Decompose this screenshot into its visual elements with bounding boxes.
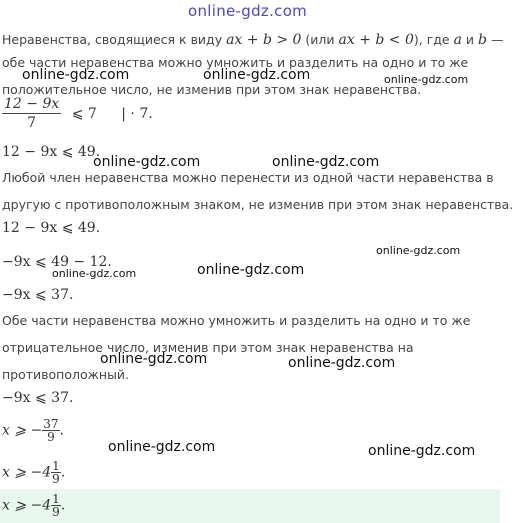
watermark: online-gdz.com — [197, 262, 305, 278]
answer-highlight — [0, 489, 500, 523]
paragraph-rule1-line1: обе части неравенства можно умножить и разделить на одно и то же — [2, 55, 469, 70]
fraction-1-9 — [51, 460, 61, 485]
watermark: online-gdz.com — [203, 67, 311, 83]
paragraph-rule3-line1: Обе части неравенства можно умножить и разделить на одно и то же — [2, 313, 471, 328]
line8-lhs: x ⩾ −4 — [2, 464, 52, 481]
var-a: a — [453, 32, 462, 48]
watermark: online-gdz.com — [288, 355, 396, 371]
paragraph-rule2-line1: Любой член неравенства можно перенести из одной части неравенства в — [2, 170, 494, 185]
fraction-denominator: 7 — [27, 115, 37, 131]
fraction-numerator: 1 — [52, 492, 60, 506]
paragraph-rule1-line2: положительное число, не изменив при этом знак неравенства. — [2, 82, 422, 97]
watermark: online-gdz.com — [368, 443, 476, 459]
header-watermark: online-gdz.com — [188, 2, 308, 20]
watermark: online-gdz.com — [22, 67, 130, 83]
answer-line — [2, 493, 65, 518]
line9-lhs: x ⩾ −4 — [2, 497, 52, 514]
watermark: online-gdz.com — [376, 244, 461, 257]
watermark: online-gdz.com — [100, 351, 208, 367]
equation-line-3: 12 − 9x ⩽ 49. — [2, 220, 101, 236]
equation-line-5: −9x ⩽ 37. — [2, 287, 74, 303]
fraction-numerator: 37 — [43, 417, 59, 431]
fraction-numerator: 12 − 9x — [4, 96, 60, 112]
line9-end: . — [60, 497, 66, 514]
paragraph-intro — [2, 32, 503, 48]
watermark: online-gdz.com — [384, 73, 469, 86]
equation-line-7 — [2, 418, 64, 443]
intro-text-and: и — [461, 32, 479, 47]
fraction-numerator: 1 — [52, 459, 60, 473]
fraction-denominator: 9 — [52, 472, 60, 486]
var-b: b — [478, 32, 487, 48]
intro-text-start: Неравенства, сводящиеся к виду — [2, 32, 227, 47]
equation-line-6: −9x ⩽ 37. — [2, 390, 74, 406]
fraction-denominator: 9 — [47, 430, 55, 444]
equation-fraction — [2, 96, 153, 131]
line7-end: . — [59, 422, 64, 439]
paragraph-rule3-line3: противоположный. — [2, 367, 130, 382]
fraction-relation: ⩽ 7 — [71, 105, 97, 122]
equation-line-8 — [2, 460, 65, 485]
expr-ax-b-lt: ax + b < 0 — [338, 32, 414, 48]
expr-ax-b-gt: ax + b > 0 — [226, 32, 302, 48]
watermark: online-gdz.com — [272, 154, 380, 170]
line7-lhs: x ⩾ − — [2, 422, 43, 439]
line8-end: . — [60, 464, 66, 481]
equation-line-4: −9x ⩽ 49 − 12. — [2, 254, 112, 270]
watermark: online-gdz.com — [52, 267, 137, 280]
paragraph-rule3-line2: отрицательное число, изменив при этом знак неравенства на — [2, 340, 414, 355]
fraction-37-9 — [42, 418, 59, 443]
fraction-1-9 — [51, 493, 61, 518]
equation-line-2: 12 − 9x ⩽ 49. — [2, 144, 101, 160]
intro-text-where: ), где — [413, 32, 454, 47]
watermark: online-gdz.com — [108, 439, 216, 455]
fraction-operation: | · 7. — [121, 105, 153, 122]
intro-text-or: (или — [301, 32, 339, 47]
fraction — [2, 96, 61, 131]
paragraph-rule2-line2: другую с противоположным знаком, не изменив при этом знак неравенства. — [2, 197, 513, 212]
intro-text-dash: — — [487, 32, 504, 47]
fraction-denominator: 9 — [52, 505, 60, 519]
watermark: online-gdz.com — [93, 154, 201, 170]
